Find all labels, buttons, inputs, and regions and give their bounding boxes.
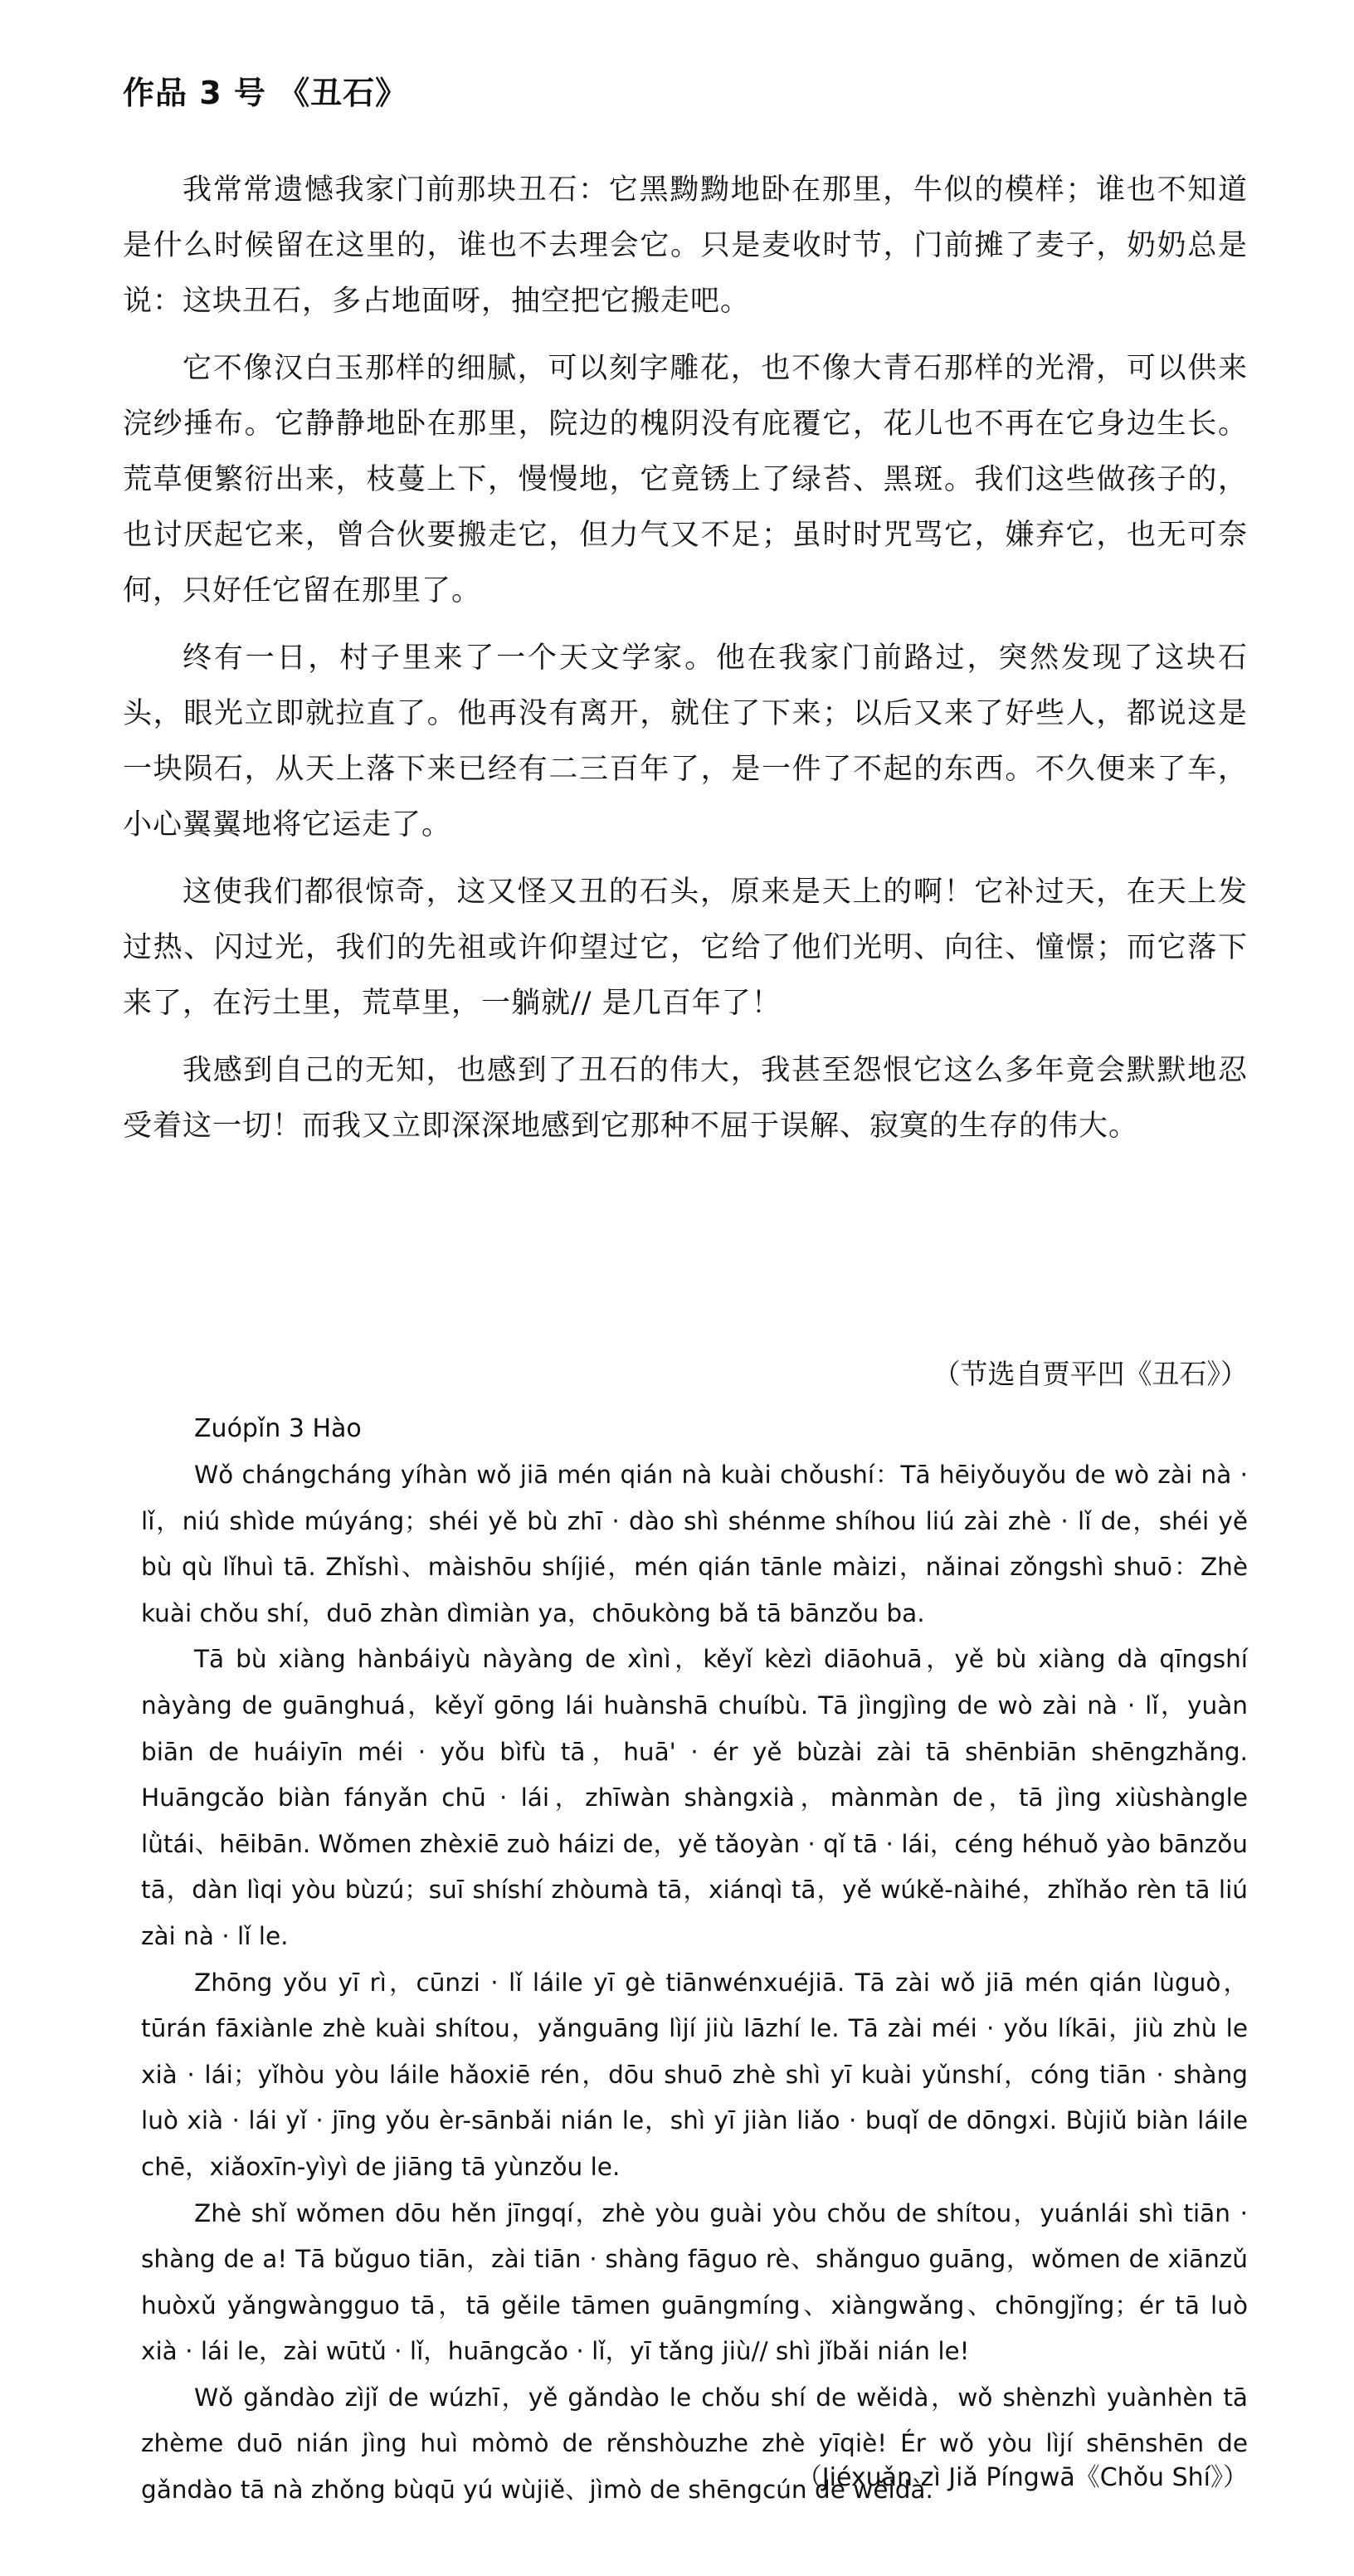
document-title: 作品 3 号 《丑石》 — [123, 75, 408, 111]
chinese-paragraph: 我常常遗憾我家门前那块丑石：它黑黝黝地卧在那里，牛似的模样；谁也不知道是什么时候留在这里的，谁也不去理会它。只是麦收时节，门前摊了麦子，奶奶总是说：这块丑石，多占地面呀，抽空把它搬走吧。 — [123, 173, 1248, 318]
pinyin-text — [141, 1452, 1248, 2514]
pinyin-paragraph: Zhōng yǒu yī rì，cūnzi · lǐ láile yī gè tiānwénxuéjiā. Tā zài wǒ jiā mén qián lùguò，tūrán fāxiànle zhè kuài shítou，yǎnguāng lìjí jiù lāzhí le. Tā zài méi · yǒu líkāi，jiù zhù le xià · lái；yǐhòu yòu láile hǎoxiē rén，dōu shuō zhè shì yī kuài yǔnshí，cóng tiān · shàng luò xià · lái yǐ · jīng yǒu èr-sānbǎi nián le，shì yī jiàn liǎo · buqǐ de dōngxi. Bùjiǔ biàn láile chē，xiǎoxīn-yìyì de jiāng tā yùnzǒu le. — [141, 1968, 1248, 2181]
chinese-source: （节选自贾平凹《丑石》） — [933, 1358, 1248, 1390]
pinyin-paragraph: Tā bù xiàng hànbáiyù nàyàng de xìnì，kěyǐ kèzì diāohuā，yě bù xiàng dà qīngshí nàyàng de guānghuá，kěyǐ gōng lái huànshā chuíbù. Tā jìngjìng de wò zài nà · lǐ，yuàn biān de huáiyīn méi · yǒu bìfù tā，huā' · ér yě bùzài zài tā shēnbiān shēngzhǎng. Huāngcǎo biàn fányǎn chū · lái，zhīwàn shàngxià，mànmàn de，tā jìng xiùshàngle lǜtái、hēibān. Wǒmen zhèxiē zuò háizi de，yě tǎoyàn · qǐ tā · lái，céng héhuǒ yào bānzǒu tā，dàn lìqi yòu bùzú；suī shíshí zhòumà tā，xiánqì tā，yě wúkě-nàihé，zhǐhǎo rèn tā liú zài nà · lǐ le. — [141, 1645, 1248, 1950]
chinese-paragraph: 终有一日，村子里来了一个天文学家。他在我家门前路过，突然发现了这块石头，眼光立即就拉直了。他再没有离开，就住了下来；以后又来了好些人，都说这是一块陨石，从天上落下来已经有二三百年了，是一件了不起的东西。不久便来了车，小心翼翼地将它运走了。 — [123, 642, 1248, 842]
pinyin-paragraph: Wǒ chángcháng yíhàn wǒ jiā mén qián nà kuài chǒushí：Tā hēiyǒuyǒu de wò zài nà · lǐ，niú shìde múyáng；shéi yě bù zhī · dào shì shénme shíhou liú zài zhè · lǐ de，shéi yě bù qù lǐhuì tā. Zhǐshì、màishōu shíjié，mén qián tānle màizi，nǎinai zǒngshì shuō：Zhè kuài chǒu shí，duō zhàn dìmiàn ya，chōukòng bǎ tā bānzǒu ba. — [141, 1461, 1248, 1627]
chinese-text — [123, 163, 1248, 1166]
pinyin-title: Zuópǐn 3 Hào — [194, 1414, 362, 1443]
chinese-paragraph: 这使我们都很惊奇，这又怪又丑的石头，原来是天上的啊！它补过天，在天上发过热、闪过光，我们的先祖或许仰望过它，它给了他们光明、向往、憧憬；而它落下来了，在污土里，荒草里，一躺就// 是几百年了！ — [123, 876, 1248, 1020]
pinyin-paragraph: Wǒ gǎndào zìjǐ de wúzhī，yě gǎndào le chǒu shí de wěidà，wǒ shènzhì yuànhèn tā zhème duō nián jìng huì mòmò de rěnshòuzhe zhè yīqiè! Ér wǒ yòu lìjí shēnshēn de gǎndào tā nà zhǒng bùqū yú wùjiě、jìmò de shēngcún de wěidà. — [141, 2383, 1248, 2505]
chinese-paragraph: 我感到自己的无知，也感到了丑石的伟大，我甚至怨恨它这么多年竟会默默地忍受着这一切！而我又立即深深地感到它那种不屈于误解、寂寞的生存的伟大。 — [123, 1054, 1248, 1143]
pinyin-source: （Jiéxuǎn zì Jiǎ Píngwā《Chǒu Shí》） — [796, 2463, 1248, 2492]
chinese-paragraph: 它不像汉白玉那样的细腻，可以刻字雕花，也不像大青石那样的光滑，可以供来浣纱捶布。它静静地卧在那里，院边的槐阴没有庇覆它，花儿也不再在它身边生长。荒草便繁衍出来，枝蔓上下，慢慢地，它竟锈上了绿苔、黑斑。我们这些做孩子的，也讨厌起它来，曾合伙要搬走它，但力气又不足；虽时时咒骂它，嫌弃它，也无可奈何，只好任它留在那里了。 — [123, 352, 1248, 607]
pinyin-paragraph: Zhè shǐ wǒmen dōu hěn jīngqí，zhè yòu guài yòu chǒu de shítou，yuánlái shì tiān · shàng de a! Tā bǔguo tiān，zài tiān · shàng fāguo rè、shǎnguo guāng，wǒmen de xiānzǔ huòxǔ yǎngwàngguo tā，tā gěile tāmen guāngmíng、xiàngwǎng、chōngjǐng；ér tā luò xià · lái le，zài wūtǔ · lǐ，huāngcǎo · lǐ，yī tǎng jiù// shì jǐbǎi nián le! — [141, 2198, 1248, 2366]
